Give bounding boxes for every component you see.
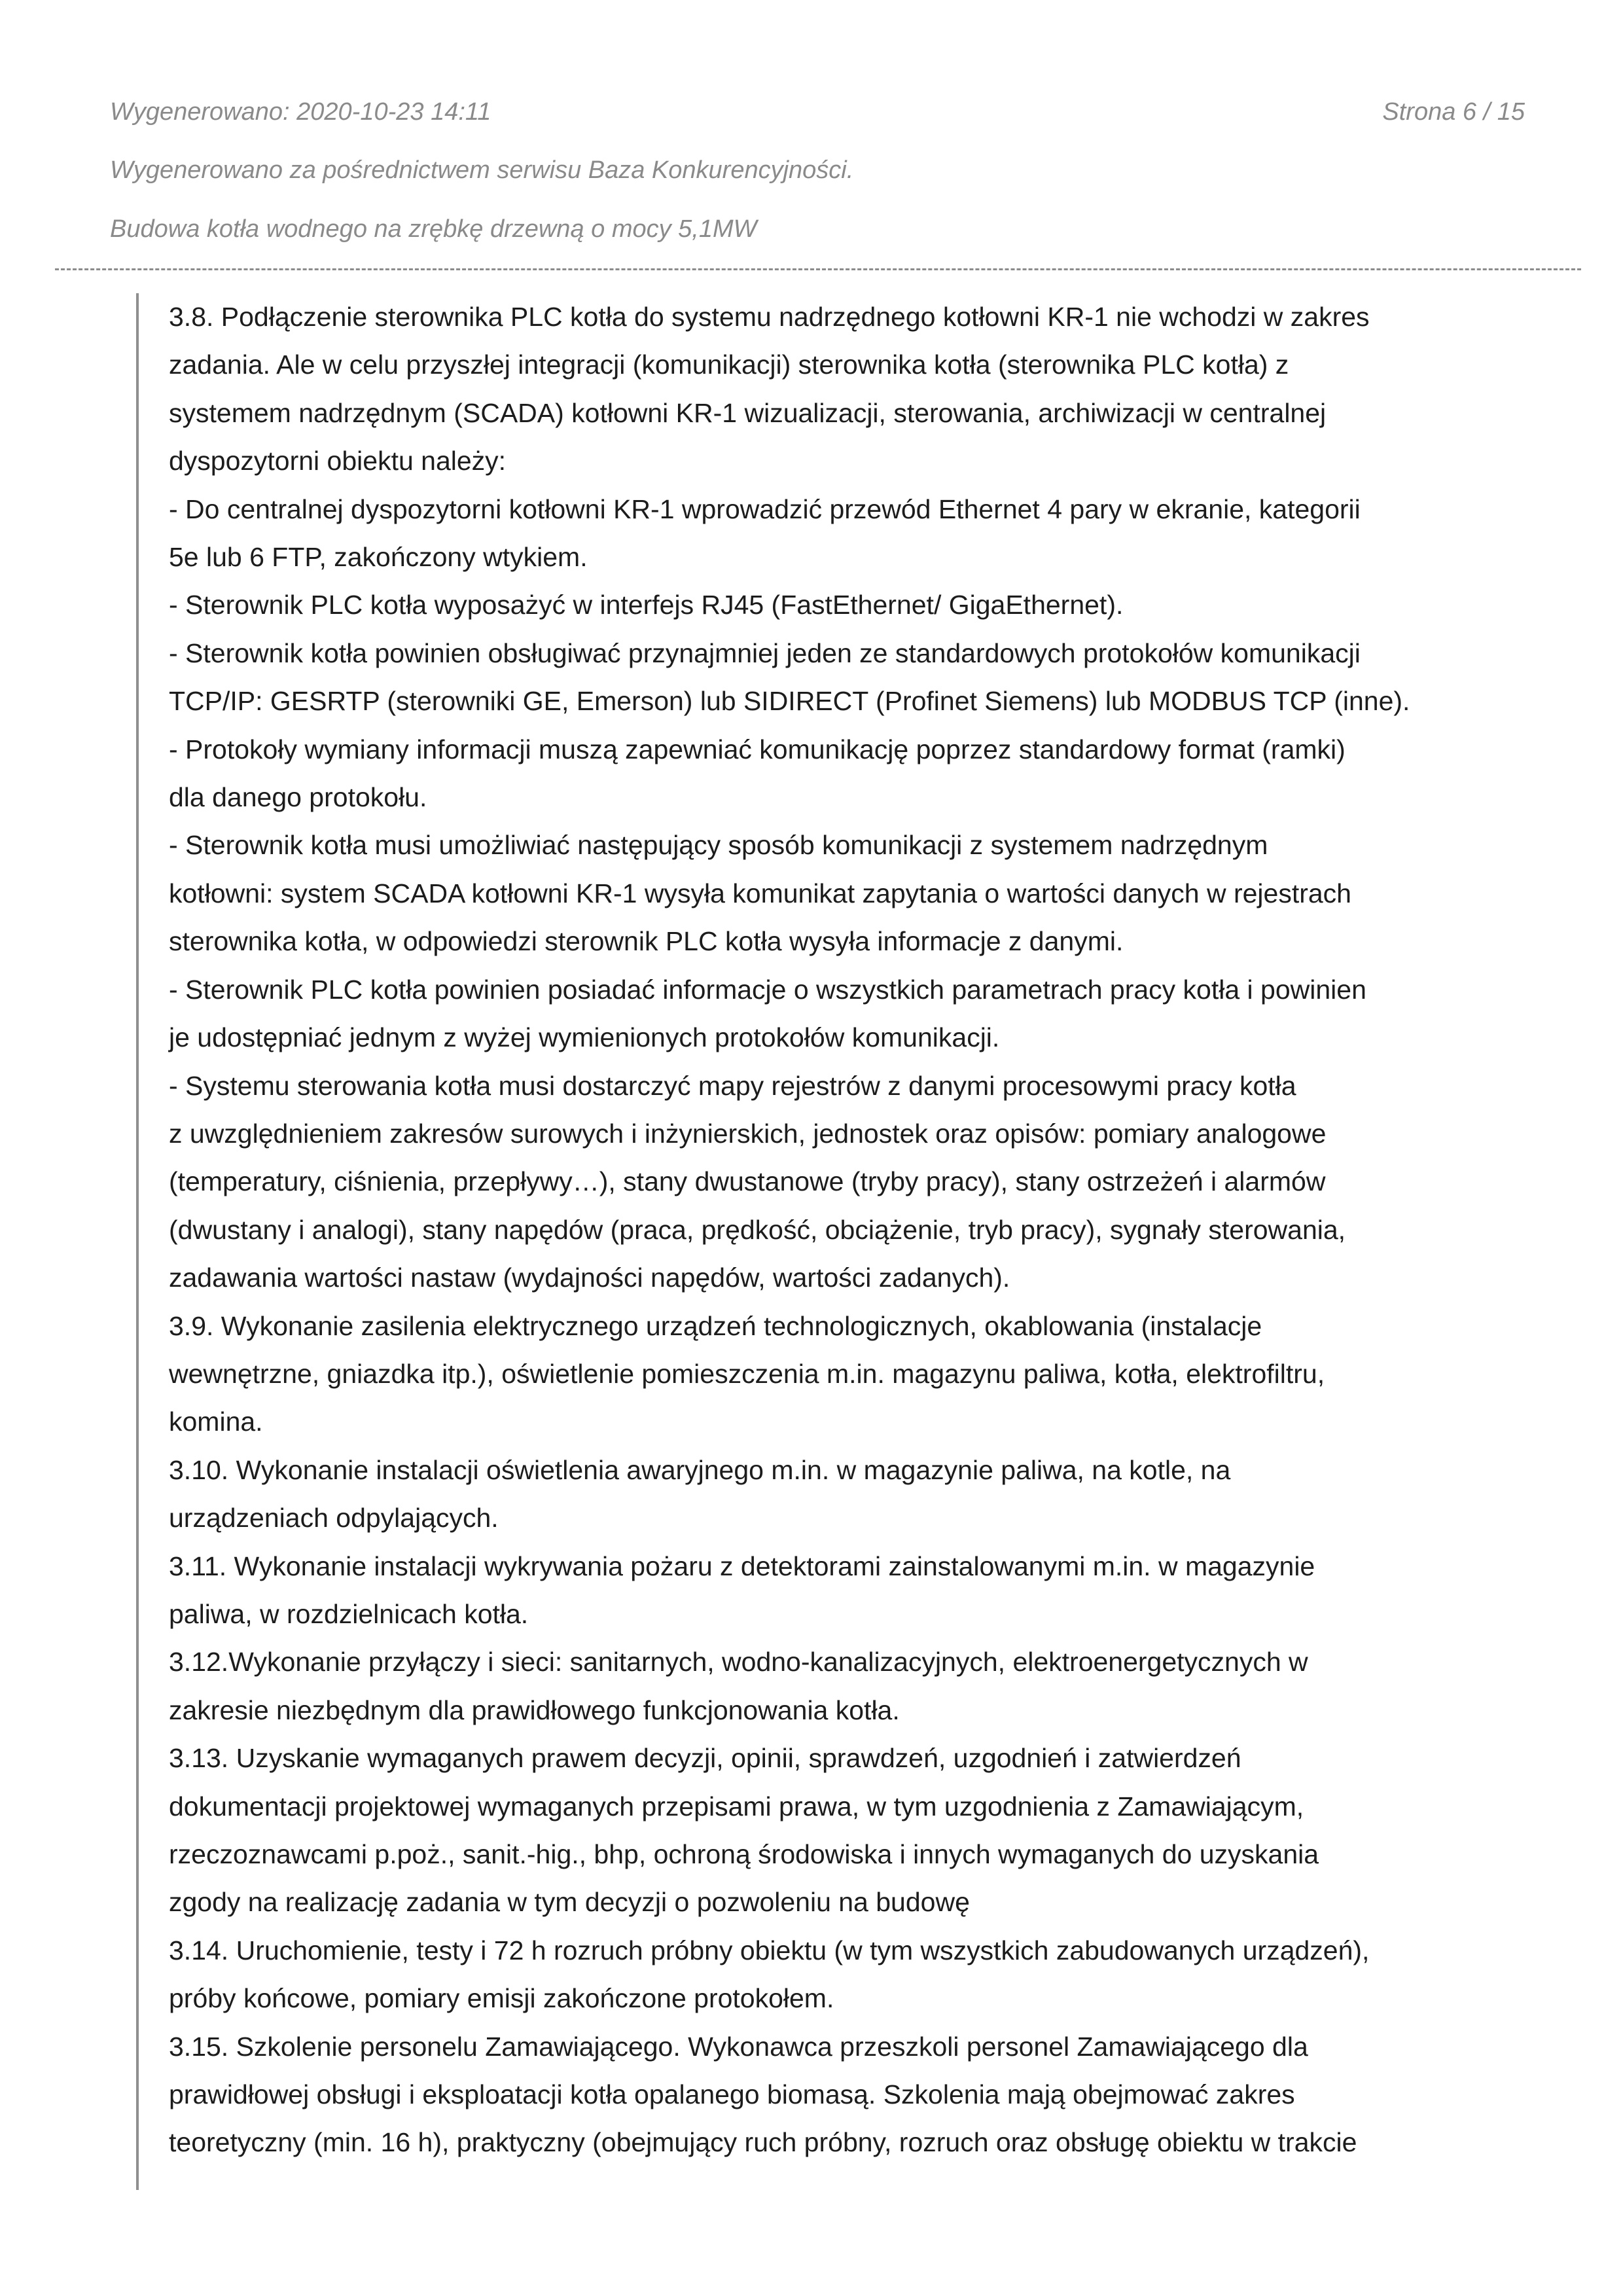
body-line: 5e lub 6 FTP, zakończony wtykiem. bbox=[169, 542, 588, 573]
body-line: - Sterownik PLC kotła powinien posiadać informacje o wszystkich parametrach pracy kotła i powinien bbox=[169, 974, 1366, 1005]
body-line: - Systemu sterowania kotła musi dostarczyć mapy rejestrów z danymi procesowymi pracy kotła bbox=[169, 1070, 1296, 1101]
body-line: 3.15. Szkolenie personelu Zamawiającego. Wykonawca przeszkoli personel Zamawiającego dla bbox=[169, 2031, 1308, 2062]
body-line: 3.10. Wykonanie instalacji oświetlenia awaryjnego m.in. w magazynie paliwa, na kotle, na bbox=[169, 1454, 1231, 1485]
body-line: TCP/IP: GESRTP (sterowniki GE, Emerson) lub SIDIRECT (Profinet Siemens) lub MODBUS TCP (inne). bbox=[169, 686, 1410, 717]
body-line: prawidłowej obsługi i eksploatacji kotła opalanego biomasą. Szkolenia mają obejmować zakres bbox=[169, 2079, 1295, 2110]
body-line: dokumentacji projektowej wymaganych przepisami prawa, w tym uzgodnienia z Zamawiającym, bbox=[169, 1791, 1304, 1821]
body-line: (temperatury, ciśnienia, przepływy…), stany dwustanowe (tryby pracy), stany ostrzeżeń i alarmów bbox=[169, 1166, 1326, 1197]
body-line: z uwzględnieniem zakresów surowych i inżynierskich, jednostek oraz opisów: pomiary analogowe bbox=[169, 1118, 1327, 1149]
body-line: - Protokoły wymiany informacji muszą zapewniać komunikację poprzez standardowy format (ramki) bbox=[169, 734, 1346, 764]
body-line: - Do centralnej dyspozytorni kotłowni KR-1 wprowadzić przewód Ethernet 4 pary w ekranie, kategorii bbox=[169, 493, 1361, 524]
body-line: rzeczoznawcami p.poż., sanit.-hig., bhp, ochroną środowiska i innych wymaganych do uzyskania bbox=[169, 1839, 1319, 1869]
page-number: Strona 6 / 15 bbox=[1382, 98, 1525, 126]
body-line: zakresie niezbędnym dla prawidłowego funkcjonowania kotła. bbox=[169, 1695, 900, 1725]
body-line: paliwa, w rozdzielnicach kotła. bbox=[169, 1598, 529, 1629]
body-line: 3.13. Uzyskanie wymaganych prawem decyzji, opinii, sprawdzeń, uzgodnień i zatwierdzeń bbox=[169, 1743, 1241, 1774]
body-line: - Sterownik kotła musi umożliwiać następujący sposób komunikacji z systemem nadrzędnym bbox=[169, 830, 1268, 861]
body-line: je udostępniać jednym z wyżej wymienionych protokołów komunikacji. bbox=[169, 1022, 1000, 1053]
body-line: 3.8. Podłączenie sterownika PLC kotła do systemu nadrzędnego kotłowni KR-1 nie wchodzi w zakres bbox=[169, 302, 1370, 332]
body-line: 3.9. Wykonanie zasilenia elektrycznego urządzeń technologicznych, okablowania (instalacje bbox=[169, 1310, 1262, 1341]
generated-timestamp: Wygenerowano: 2020-10-23 14:11 bbox=[110, 98, 491, 126]
document-title: Budowa kotła wodnego na zrębkę drzewną o mocy 5,1MW bbox=[110, 215, 757, 243]
body-text-block bbox=[136, 293, 1510, 2190]
body-line: - Sterownik PLC kotła wyposażyć w interfejs RJ45 (FastEthernet/ GigaEthernet). bbox=[169, 590, 1124, 620]
body-line: kotłowni: system SCADA kotłowni KR-1 wysyła komunikat zapytania o wartości danych w rejestrach bbox=[169, 878, 1351, 908]
body-line: zadania. Ale w celu przyszłej integracji (komunikacji) sterownika kotła (sterownika PLC kotła) z bbox=[169, 350, 1289, 380]
body-line: komina. bbox=[169, 1407, 263, 1437]
body-line: zgody na realizację zadania w tym decyzji o pozwoleniu na budowę bbox=[169, 1887, 970, 1918]
body-line: dla danego protokołu. bbox=[169, 782, 427, 813]
body-line: wewnętrzne, gniazdka itp.), oświetlenie pomieszczenia m.in. magazynu paliwa, kotła, elektrofiltru, bbox=[169, 1358, 1325, 1389]
body-line: - Sterownik kotła powinien obsługiwać przynajmniej jeden ze standardowych protokołów komunikacji bbox=[169, 637, 1361, 668]
body-line: dyspozytorni obiektu należy: bbox=[169, 446, 507, 476]
generated-via-note: Wygenerowano za pośrednictwem serwisu Baza Konkurencyjności. bbox=[110, 156, 854, 184]
body-line: próby końcowe, pomiary emisji zakończone protokołem. bbox=[169, 1983, 834, 2014]
page-header bbox=[0, 0, 1623, 275]
body-line: 3.14. Uruchomienie, testy i 72 h rozruch próbny obiektu (w tym wszystkich zabudowanych urządzeń), bbox=[169, 1935, 1370, 1965]
body-line: systemem nadrzędnym (SCADA) kotłowni KR-1 wizualizacji, sterowania, archiwizacji w centralnej bbox=[169, 397, 1327, 428]
dashed-separator bbox=[55, 268, 1581, 270]
body-line: (dwustany i analogi), stany napędów (praca, prędkość, obciążenie, tryb pracy), sygnały sterowania, bbox=[169, 1214, 1346, 1245]
body-line: teoretyczny (min. 16 h), praktyczny (obejmujący ruch próbny, rozruch oraz obsługę obiektu w trakcie bbox=[169, 2127, 1357, 2158]
body-line: 3.11. Wykonanie instalacji wykrywania pożaru z detektorami zainstalowanymi m.in. w magazynie bbox=[169, 1551, 1315, 1581]
body-line: 3.12.Wykonanie przyłączy i sieci: sanitarnych, wodno-kanalizacyjnych, elektroenergetycznych w bbox=[169, 1647, 1308, 1677]
body-line: zadawania wartości nastaw (wydajności napędów, wartości zadanych). bbox=[169, 1263, 1010, 1293]
body-line: sterownika kotła, w odpowiedzi sterownik PLC kotła wysyła informacje z danymi. bbox=[169, 926, 1124, 957]
body-line: urządzeniach odpylających. bbox=[169, 1503, 499, 1534]
